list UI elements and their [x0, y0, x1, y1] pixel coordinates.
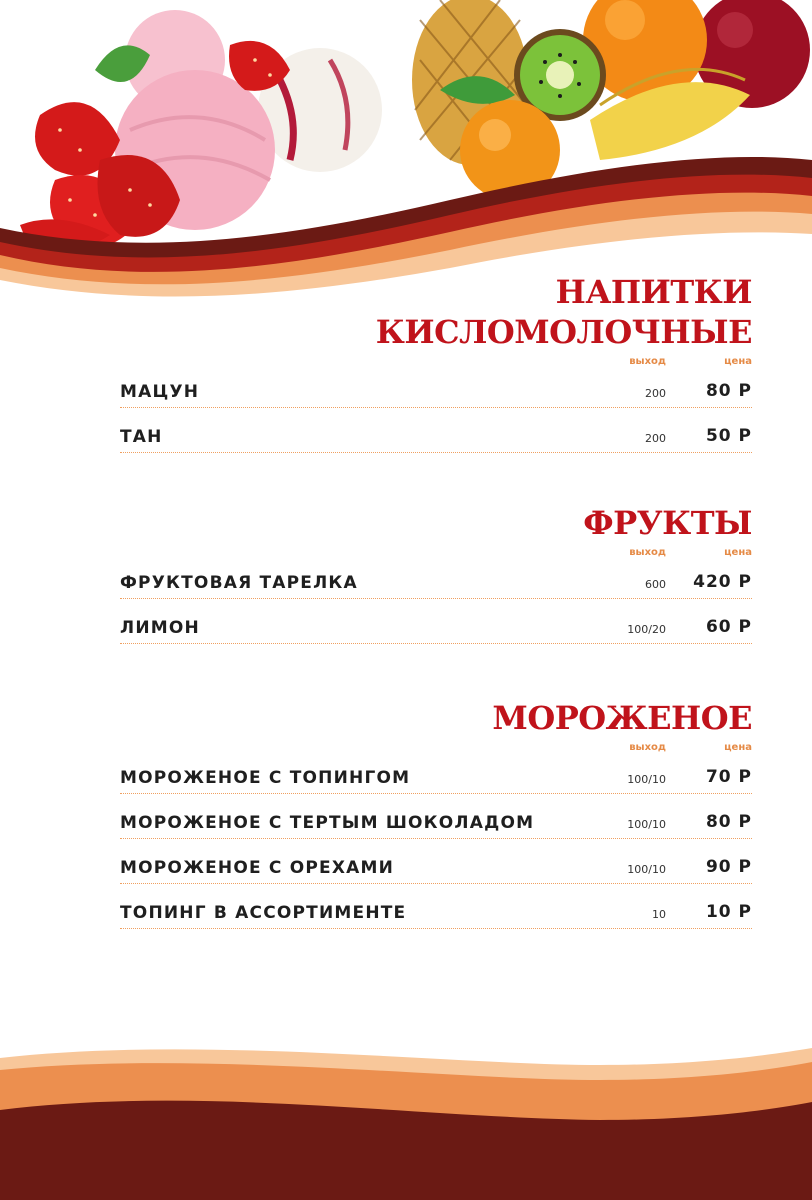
- item-name: ЛИМОН: [120, 618, 200, 638]
- item-name: МОРОЖЕНОЕ С ТЕРТЫМ ШОКОЛАДОМ: [120, 813, 535, 833]
- section-title: [120, 503, 752, 543]
- item-price: 70 Р: [705, 767, 752, 787]
- column-yield-label: выход: [629, 547, 666, 558]
- hero-image: [0, 0, 812, 300]
- item-price: 80 Р: [705, 381, 752, 401]
- item-price: 10 Р: [705, 902, 752, 922]
- item-name: ТОПИНГ В АССОРТИМЕНТЕ: [120, 903, 407, 923]
- menu-item: [120, 372, 752, 417]
- item-price: 80 Р: [705, 812, 752, 832]
- menu-item: [120, 563, 752, 608]
- item-yield: 600: [645, 578, 666, 591]
- column-headers: [120, 354, 752, 372]
- menu-item: [120, 848, 752, 893]
- section-title-line1: ФРУКТЫ: [583, 504, 752, 542]
- section-title: [120, 698, 752, 738]
- item-yield: 100/20: [627, 623, 666, 636]
- dotted-leader: [120, 838, 752, 839]
- menu-item: [120, 803, 752, 848]
- item-name: МОРОЖЕНОЕ С ОРЕХАМИ: [120, 858, 395, 878]
- section-ice-cream: [120, 698, 752, 938]
- section-title: [120, 272, 752, 352]
- menu-item: [120, 608, 752, 653]
- item-yield: 100/10: [627, 863, 666, 876]
- menu-item: [120, 417, 752, 462]
- item-name: МОРОЖЕНОЕ С ТОПИНГОМ: [120, 768, 411, 788]
- item-price: 50 Р: [705, 426, 752, 446]
- item-price: 420 Р: [693, 572, 752, 592]
- dotted-leader: [120, 452, 752, 453]
- column-headers: [120, 740, 752, 758]
- column-price-label: цена: [724, 742, 752, 753]
- item-yield: 200: [645, 432, 666, 445]
- section-fruits: [120, 503, 752, 653]
- ice-cream-illustration: [20, 10, 382, 251]
- dotted-leader: [120, 407, 752, 408]
- item-name: ФРУКТОВАЯ ТАРЕЛКА: [120, 573, 358, 593]
- menu-item: [120, 893, 752, 938]
- item-yield: 200: [645, 387, 666, 400]
- item-name: ТАН: [120, 427, 163, 447]
- menu-item: [120, 758, 752, 803]
- item-yield: 100/10: [627, 773, 666, 786]
- dotted-leader: [120, 643, 752, 644]
- column-headers: [120, 545, 752, 563]
- column-yield-label: выход: [629, 742, 666, 753]
- column-yield-label: выход: [629, 356, 666, 367]
- column-price-label: цена: [724, 356, 752, 367]
- item-name: МАЦУН: [120, 382, 200, 402]
- dotted-leader: [120, 598, 752, 599]
- item-price: 60 Р: [705, 617, 752, 637]
- item-price: 90 Р: [705, 857, 752, 877]
- section-title-line2: КИСЛОМОЛОЧНЫЕ: [375, 313, 752, 351]
- section-drinks: [120, 272, 752, 462]
- section-title-line1: МОРОЖЕНОЕ: [492, 699, 752, 737]
- dotted-leader: [120, 883, 752, 884]
- item-yield: 100/10: [627, 818, 666, 831]
- column-price-label: цена: [724, 547, 752, 558]
- dotted-leader: [120, 928, 752, 929]
- item-yield: 10: [652, 908, 666, 921]
- footer-waves: [0, 1040, 812, 1200]
- section-title-line1: НАПИТКИ: [555, 273, 752, 311]
- dotted-leader: [120, 793, 752, 794]
